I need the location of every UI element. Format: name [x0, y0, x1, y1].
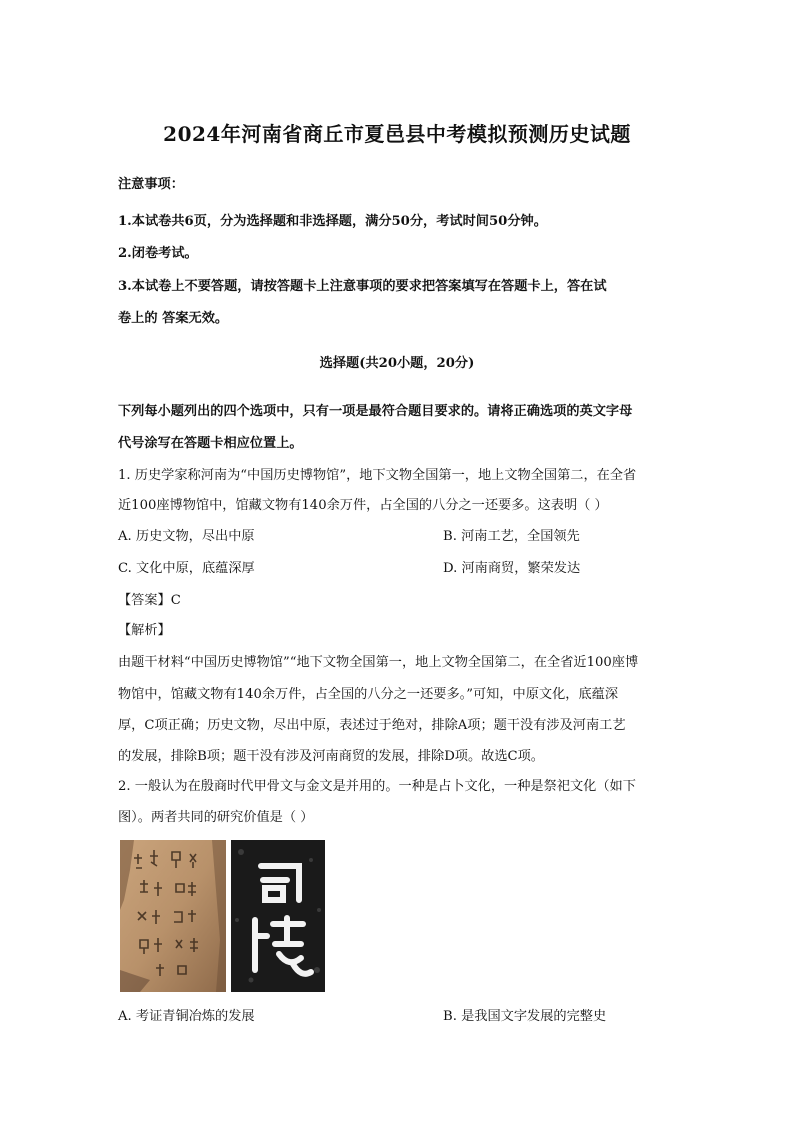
q1-analysis-2: 物馆中，馆藏文物有140余万件，占全国的八分之一还要多。”可知，中原文化，底蕴深 — [118, 687, 619, 702]
q1-answer: 【答案】C — [118, 593, 181, 608]
q1-option-c: C. 文化中原，底蕴深厚 — [118, 561, 255, 576]
q1-stem-1: 1. 历史学家称河南为“中国历史博物馆”，地下文物全国第一，地上文物全国第二，在全省 — [118, 468, 637, 483]
q1-option-a: A. 历史文物，尽出中原 — [118, 529, 255, 544]
page-title: 2024年河南省商丘市夏邑县中考模拟预测历史试题 — [163, 122, 631, 146]
q1-option-d: D. 河南商贸，繁荣发达 — [443, 561, 581, 576]
section-title: 选择题(共20小题，20分) — [319, 356, 475, 371]
q1-analysis-4: 的发展，排除B项；题干没有涉及河南商贸的发展，排除D项。故选C项。 — [118, 749, 544, 764]
oracle-bone-inscription-image — [120, 840, 226, 992]
bronze-inscription-image — [231, 840, 325, 992]
notice-item-3-cont: 卷上的 答案无效。 — [118, 311, 229, 326]
notice-heading: 注意事项： — [118, 177, 184, 192]
section-instructions-2: 代号涂写在答题卡相应位置上。 — [118, 436, 303, 451]
q2-option-a: A. 考证青铜冶炼的发展 — [118, 1009, 255, 1024]
q1-stem-2: 近100座博物馆中，馆藏文物有140余万件，占全国的八分之一还要多。这表明（ ） — [118, 498, 608, 513]
q2-stem-1: 2. 一般认为在殷商时代甲骨文与金文是并用的。一种是占卜文化，一种是祭祀文化（如下 — [118, 779, 636, 794]
q1-option-b: B. 河南工艺，全国领先 — [443, 529, 580, 544]
q1-analysis-1: 由题干材料“中国历史博物馆”“地下文物全国第一，地上文物全国第二，在全省近100座博 — [118, 655, 639, 670]
notice-item-3: 3.本试卷上不要答题，请按答题卡上注意事项的要求把答案填写在答题卡上，答在试 — [118, 279, 607, 294]
q2-stem-2: 图）。两者共同的研究价值是（ ） — [118, 810, 314, 825]
notice-item-2: 2.闭卷考试。 — [118, 246, 198, 261]
q2-option-b: B. 是我国文字发展的完整史 — [443, 1009, 607, 1024]
q1-analysis-3: 厚，C项正确；历史文物，尽出中原，表述过于绝对，排除A项；题干没有涉及河南工艺 — [118, 718, 626, 733]
q1-analysis-label: 【解析】 — [118, 623, 171, 638]
section-instructions-1: 下列每小题列出的四个选项中，只有一项是最符合题目要求的。请将正确选项的英文字母 — [118, 404, 633, 419]
notice-item-1: 1.本试卷共6页，分为选择题和非选择题，满分50分，考试时间50分钟。 — [118, 214, 547, 229]
